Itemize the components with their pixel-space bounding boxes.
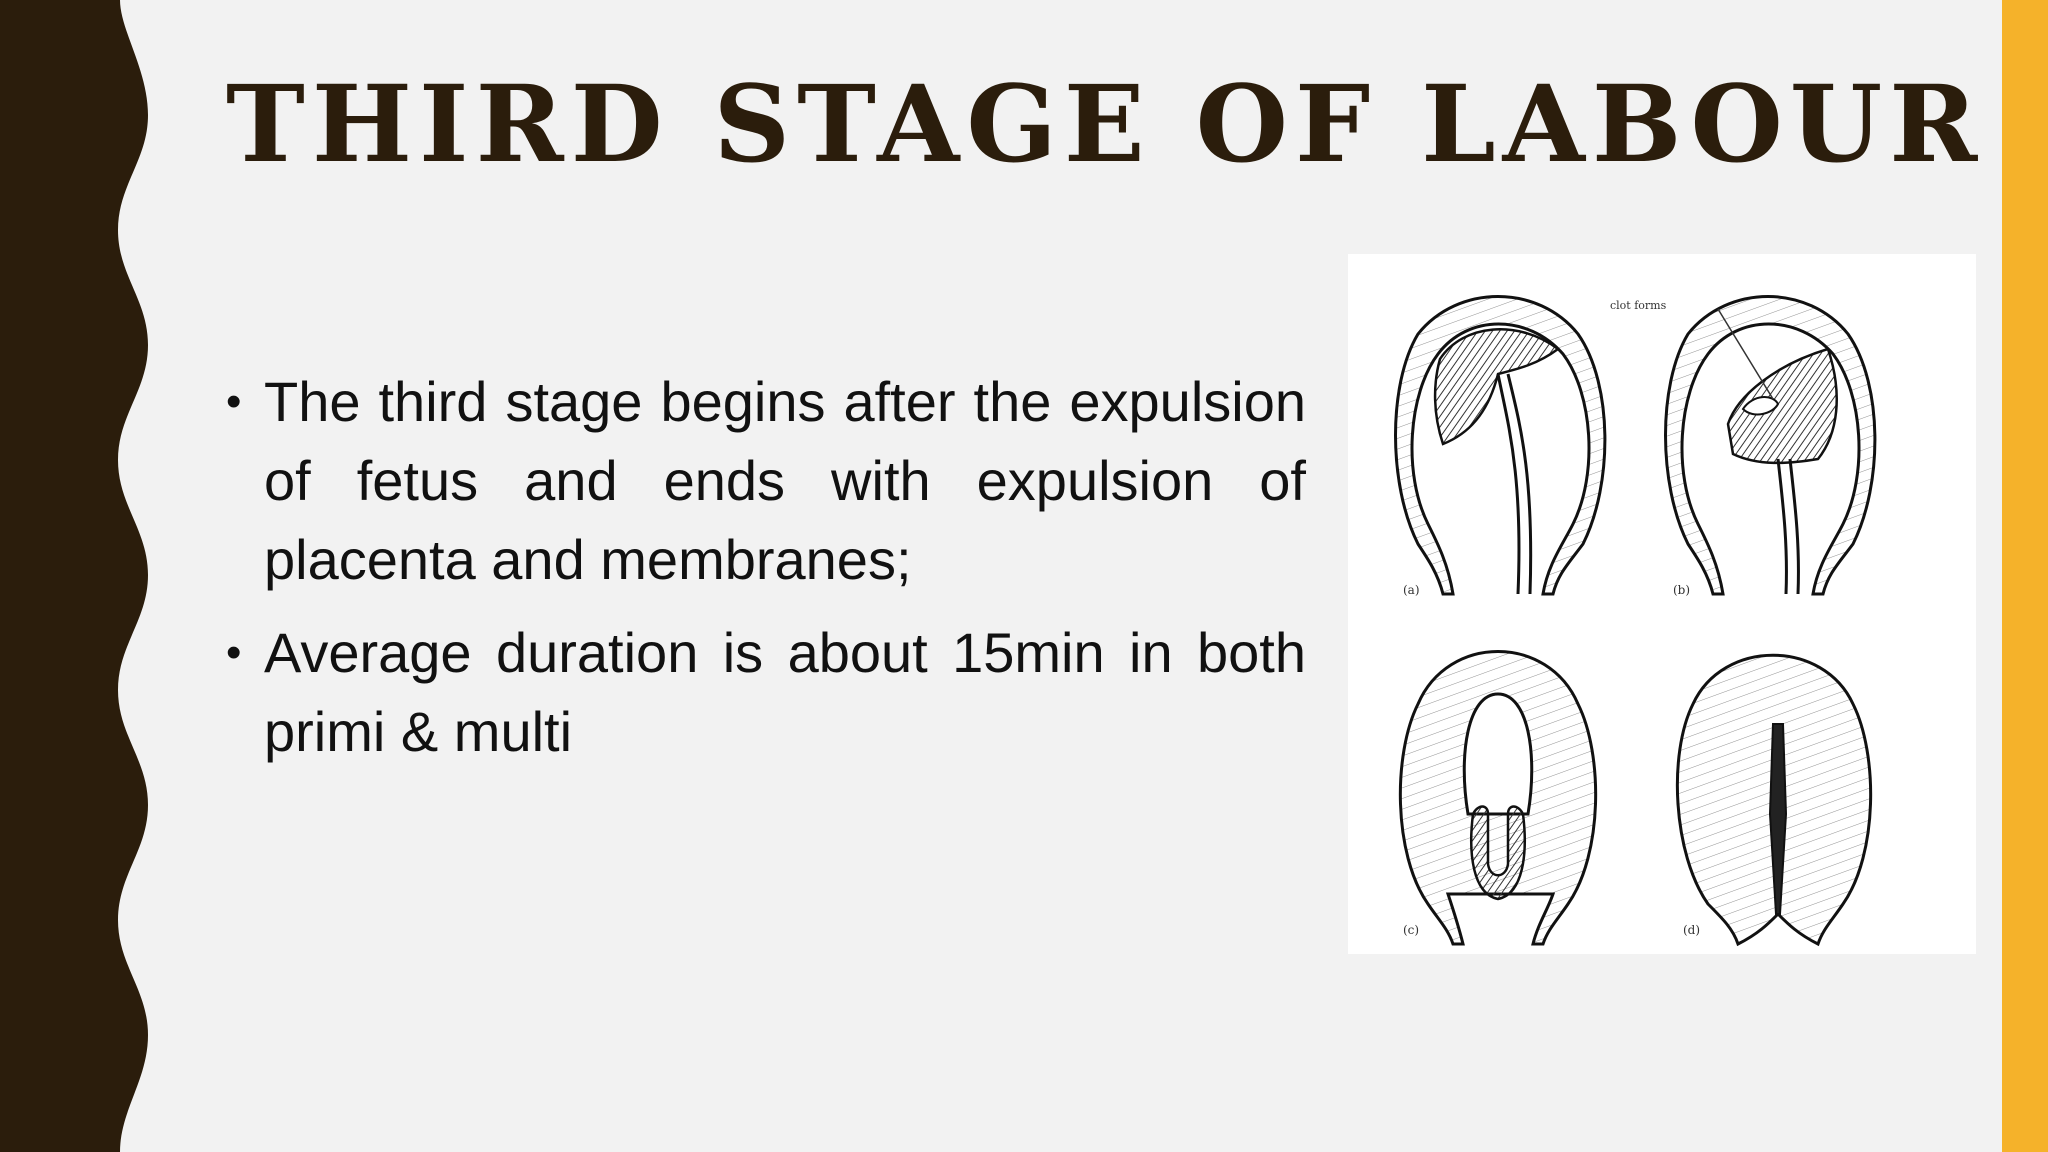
panel-label-c: (c): [1403, 923, 1420, 937]
uterus-diagram-figure: [1348, 254, 1976, 954]
bullet-text: Average duration is about 15min in both primi & multi: [264, 621, 1306, 763]
panel-label-a: (a): [1403, 583, 1420, 597]
uterus-diagram-icon: [1348, 254, 1976, 954]
panel-a: [1396, 297, 1605, 598]
panel-c: [1400, 652, 1595, 945]
wavy-band-shape: [0, 0, 148, 1152]
bullet-marker: •: [226, 628, 242, 677]
clot-forms-annotation: clot forms: [1610, 299, 1667, 312]
bullet-list: [226, 362, 1306, 785]
slide-title: THIRD STAGE OF LABOUR: [226, 61, 1985, 186]
panel-label-b: (b): [1673, 583, 1691, 597]
bullet-marker: •: [226, 377, 242, 426]
bullet-text: The third stage begins after the expulsion of fetus and ends with expulsion of placenta and membranes;: [264, 370, 1306, 591]
panel-d: [1677, 655, 1870, 944]
bullet-item: [226, 362, 1306, 599]
right-accent-band: [2002, 0, 2048, 1152]
left-wavy-band: [0, 0, 160, 1152]
bullet-item: [226, 613, 1306, 771]
panel-b: [1610, 297, 1875, 598]
panel-label-d: (d): [1683, 923, 1701, 937]
